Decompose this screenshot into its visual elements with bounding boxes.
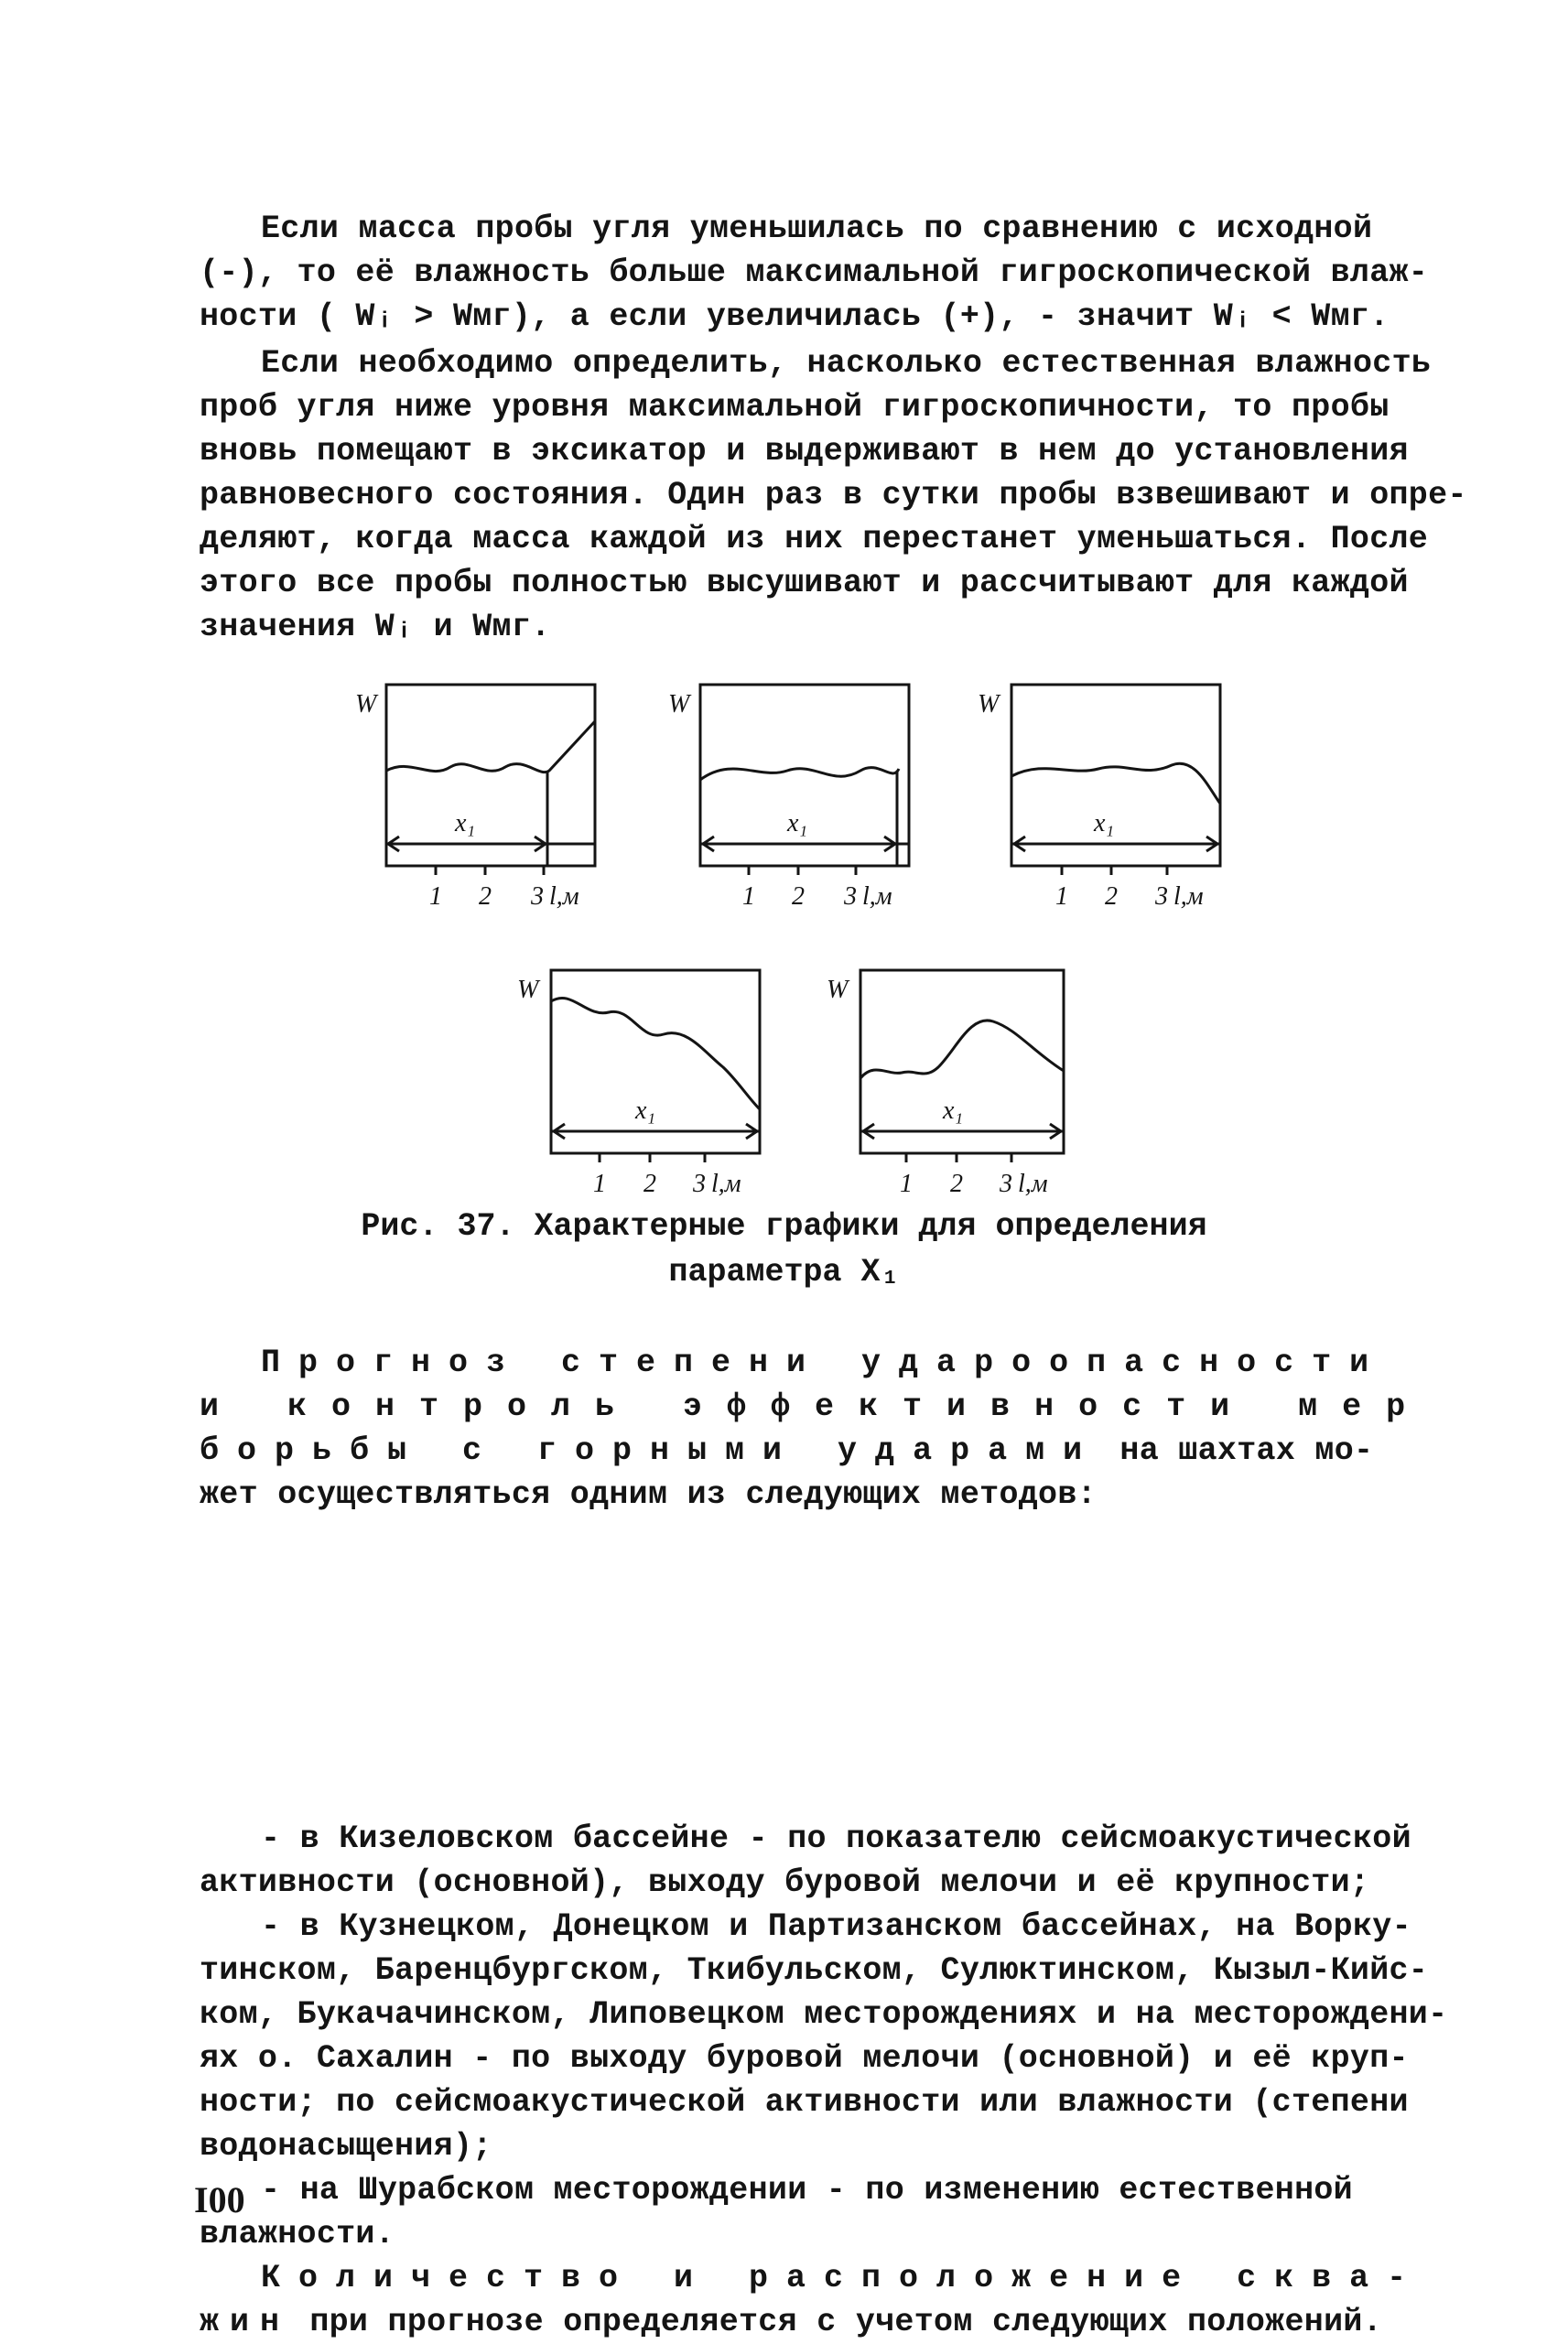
section-heading-line: Прогноз степени удароопасности <box>261 1345 1388 1381</box>
graph-5 <box>860 970 1064 1162</box>
paragraph2-line: значения Wᵢ и Wмг. <box>200 609 551 645</box>
paragraph2-line: этого все пробы полностью высушивают и рассчитывают для каждой <box>200 565 1409 601</box>
x1-label: x₁ <box>1094 809 1115 837</box>
axis-w-label: W <box>978 690 1000 718</box>
tick-label: 2 <box>643 1170 656 1198</box>
graph-4 <box>551 970 760 1162</box>
paragraph1-line: (-), то её влажность больше максимальной гигроскопической влаж- <box>200 254 1429 291</box>
tick-label: 1 <box>900 1170 913 1198</box>
graph-1 <box>386 685 595 875</box>
method-line: тинском, Баренцбургском, Ткибульском, Сулюктинском, Кызыл-Кийс- <box>200 1952 1429 1989</box>
method-line: ности; по сейсмоакустической активности или влажности (степени <box>200 2084 1409 2121</box>
paragraph2-line: равновесного состояния. Один раз в сутки пробы взвешивают и опре- <box>200 477 1467 513</box>
tick-label: 3 <box>844 882 857 911</box>
l-axis-label: l,м <box>1018 1170 1048 1198</box>
tick-label: 2 <box>479 882 492 911</box>
l-axis-label: l,м <box>862 882 892 911</box>
axis-w-label: W <box>827 976 849 1004</box>
section-heading-line <box>200 1429 1408 1473</box>
l-axis-label: l,м <box>549 882 579 911</box>
final-line <box>200 2300 1408 2344</box>
x1-label: x₁ <box>787 809 808 837</box>
page-number: I00 <box>194 2179 245 2220</box>
axis-w-label: W <box>668 690 690 718</box>
method-line: - в Кизеловском бассейне - по показателю сейсмоакустической <box>261 1820 1411 1857</box>
final-heading-spaced: Количество и расположение сква- <box>261 2260 1425 2296</box>
tick-label: 1 <box>1055 882 1068 911</box>
figure-caption-line1: Рис. 37. Характерные графики для определения <box>361 1208 1207 1245</box>
tick-label: 3 <box>1000 1170 1012 1198</box>
tick-label: 2 <box>1105 882 1118 911</box>
section-heading-spaced: борьбы с горными ударами <box>200 1432 1101 1469</box>
method-line: активности (основной), выходу буровой мелочи и её крупности; <box>200 1864 1370 1901</box>
graph-2 <box>700 685 909 875</box>
final-heading-spaced-end: жин <box>200 2304 291 2340</box>
x1-label: x₁ <box>635 1096 656 1125</box>
final-text: при прогнозе определяется с учетом следующих положений. <box>290 2304 1383 2340</box>
paragraph2-line: деляют, когда масса каждой из них перестанет уменьшаться. После <box>200 521 1429 557</box>
method-line: ях о. Сахалин - по выходу буровой мелочи (основной) и её круп- <box>200 2040 1409 2077</box>
paragraph2-line: Если необходимо определить, насколько естественная влажность <box>261 345 1432 382</box>
tick-label: 2 <box>950 1170 963 1198</box>
tick-label: 3 <box>693 1170 706 1198</box>
axis-w-label: W <box>355 690 377 718</box>
tick-label: 3 <box>531 882 544 911</box>
tick-label: 1 <box>593 1170 606 1198</box>
tick-label: 1 <box>429 882 442 911</box>
tick-label: 1 <box>742 882 755 911</box>
l-axis-label: l,м <box>711 1170 741 1198</box>
paragraph2-line: вновь помещают в эксикатор и выдерживают в нем до установления <box>200 433 1409 470</box>
method-line: водонасыщения); <box>200 2128 492 2165</box>
l-axis-label: l,м <box>1173 882 1204 911</box>
method-line: - в Кузнецком, Донецком и Партизанском бассейнах, на Ворку- <box>261 1908 1411 1945</box>
paragraph1-line: ности ( Wᵢ > Wмг), а если увеличилась (+), - значит Wᵢ < Wмг. <box>200 298 1390 335</box>
x1-label: x₁ <box>943 1096 964 1125</box>
tick-label: 3 <box>1155 882 1168 911</box>
graph-3 <box>1011 685 1220 875</box>
x1-label: x₁ <box>455 809 476 837</box>
section-heading-rest: на шахтах мо- <box>1100 1432 1374 1469</box>
section-heading-line: и контроль эффективности мер <box>200 1388 1431 1425</box>
axis-w-label: W <box>517 976 539 1004</box>
method-line: влажности. <box>200 2216 395 2252</box>
tick-label: 2 <box>792 882 805 911</box>
figure-caption-line2: параметра X₁ <box>668 1254 900 1291</box>
section-text-line: жет осуществляться одним из следующих методов: <box>200 1476 1097 1513</box>
method-line: - на Шурабском месторождении - по изменению естественной <box>261 2172 1353 2209</box>
paragraph2-line: проб угля ниже уровня максимальной гигроскопичности, то пробы <box>200 389 1390 426</box>
paragraph1-line: Если масса пробы угля уменьшилась по сравнению с исходной <box>261 211 1373 247</box>
method-line: ком, Букачачинском, Липовецком месторождениях и на месторождени- <box>200 1996 1448 2033</box>
